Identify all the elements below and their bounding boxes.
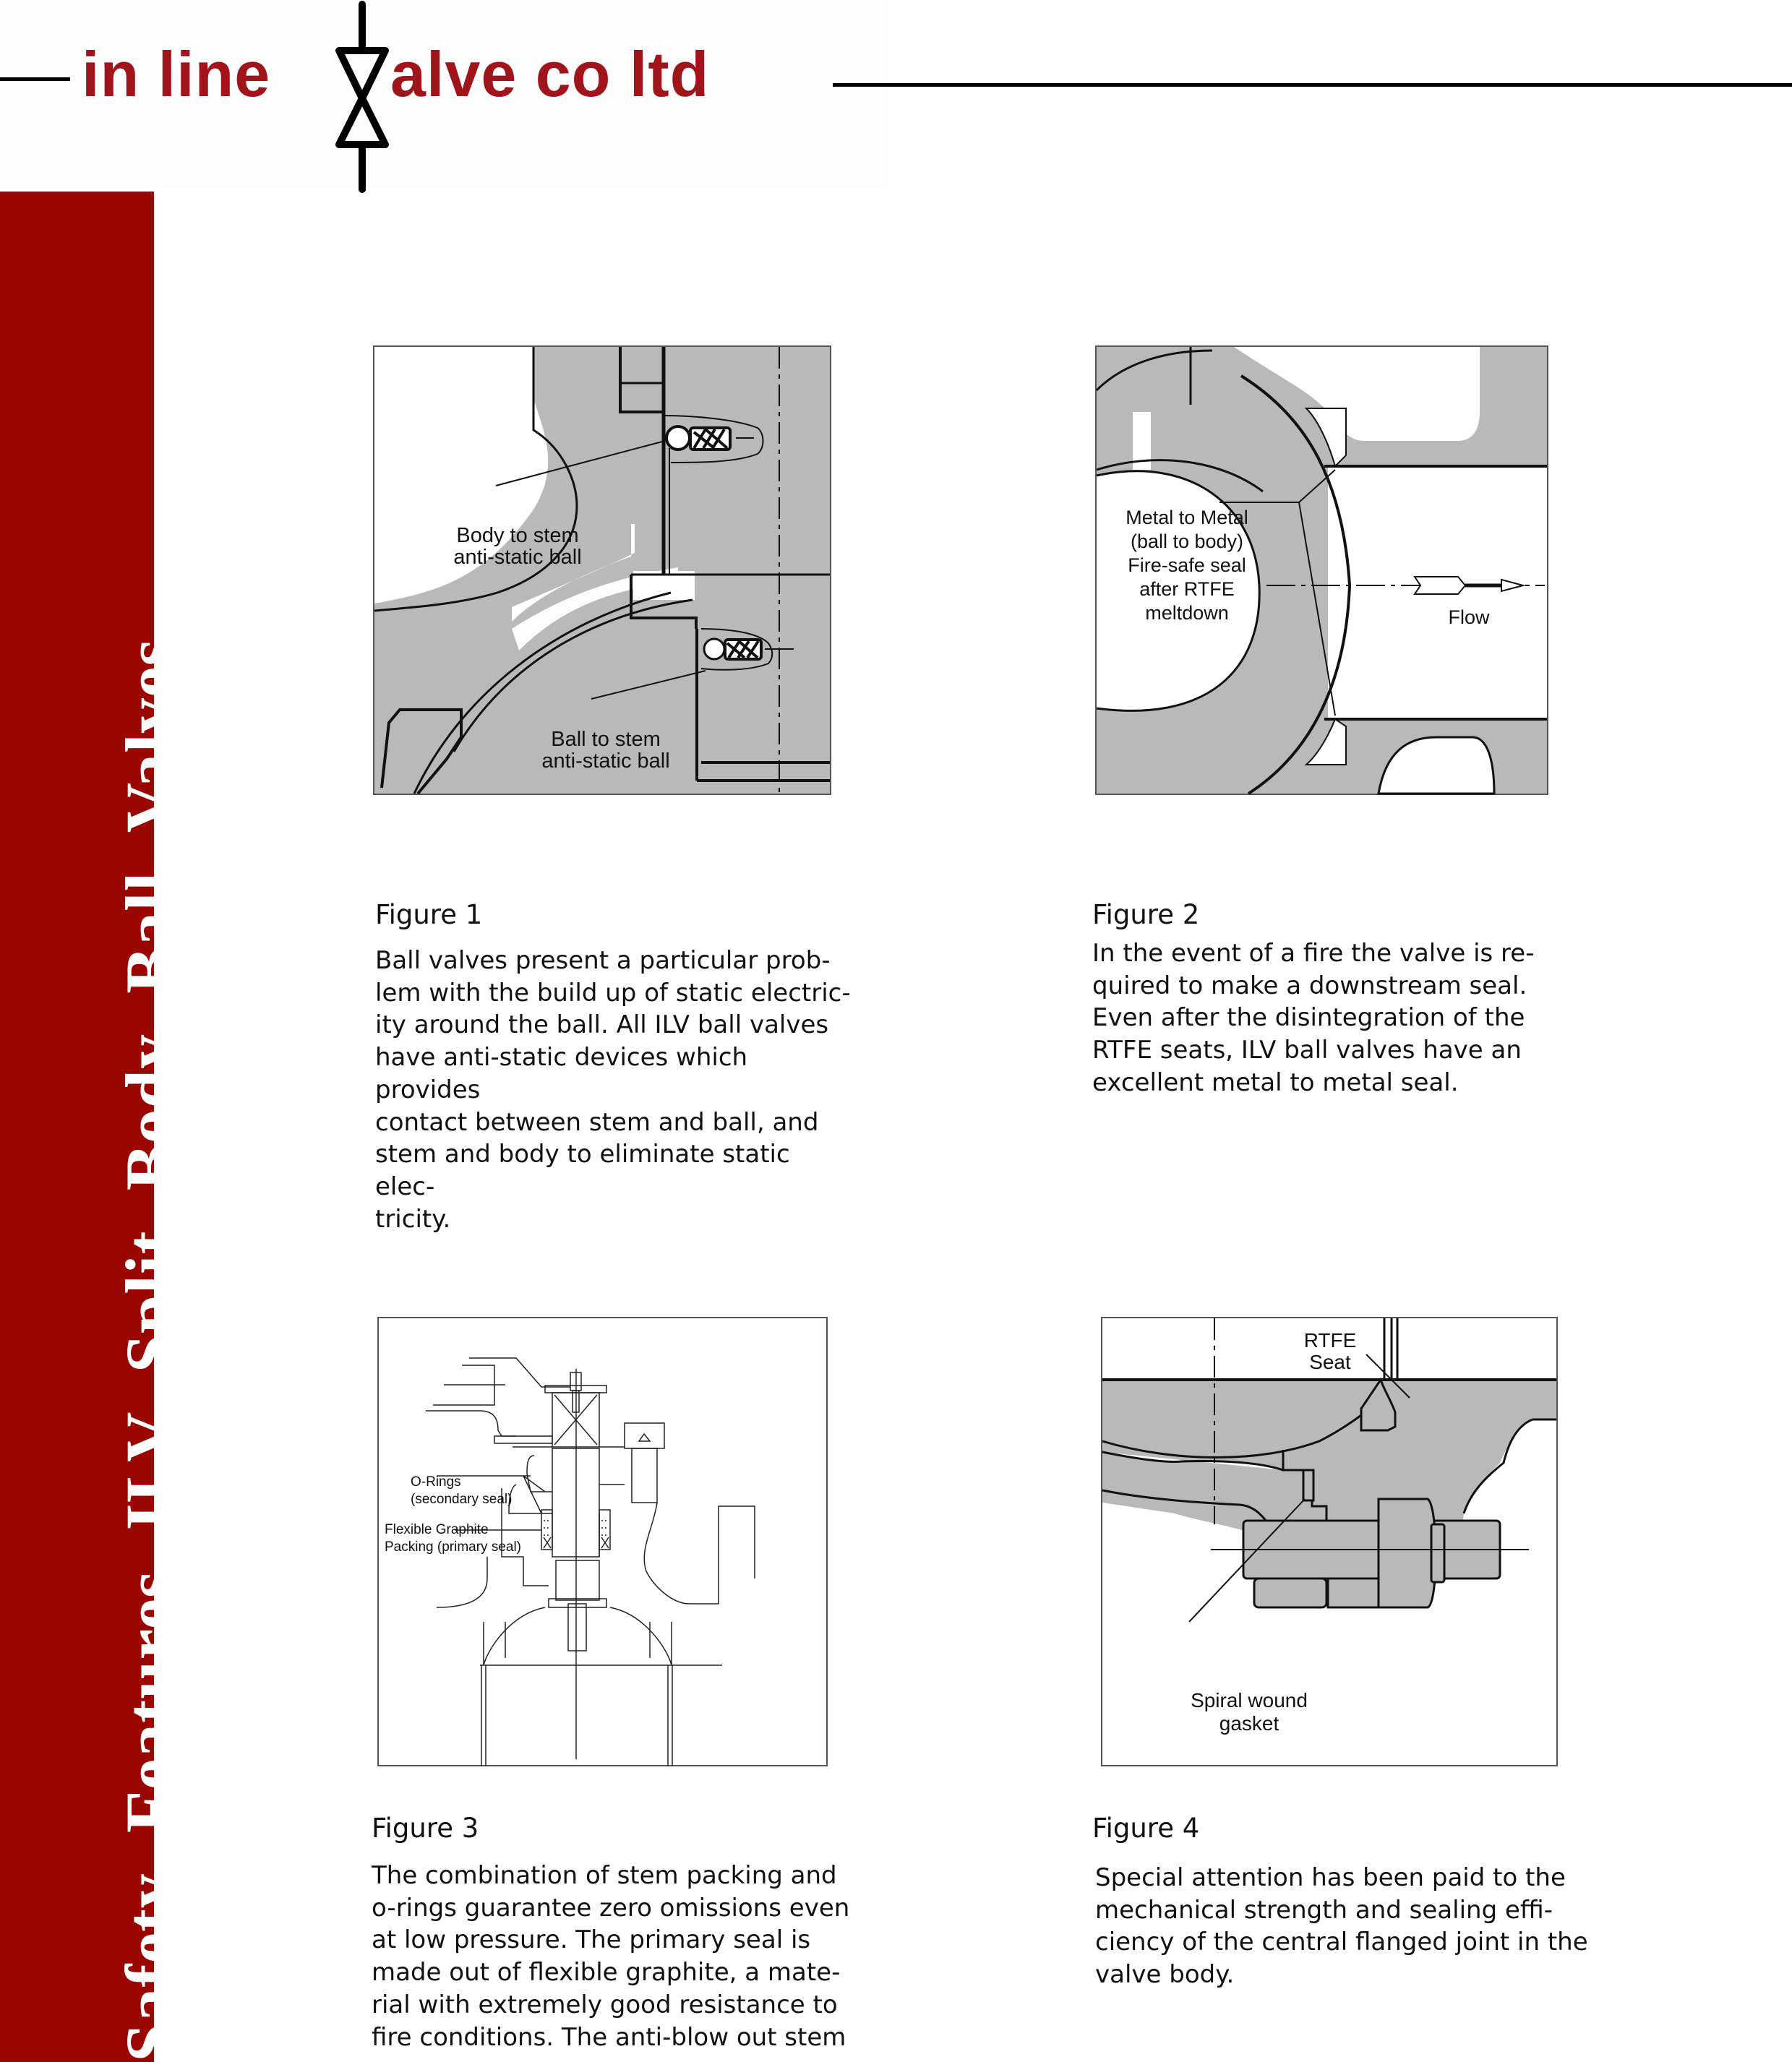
label-meltdown: meltdown <box>1145 602 1229 624</box>
label-fire-safe-seal: Fire-safe seal <box>1128 554 1246 576</box>
label-o-rings: O-Rings <box>411 1474 461 1490</box>
label-flexible-graphite: Flexible Graphite <box>385 1522 489 1537</box>
label-ball-to-body: (ball to body) <box>1130 530 1244 552</box>
logo-rule-left <box>0 77 70 81</box>
label-gasket: gasket <box>1219 1712 1279 1735</box>
label-ball-to-stem-anti-static: anti-static ball <box>541 749 670 773</box>
label-body-to-stem-anti-static: anti-static ball <box>453 546 582 569</box>
sidebar-title: Safety Features ILV Split Body Ball Valves <box>111 638 189 2062</box>
figure-4-title: Figure 4 <box>1092 1813 1200 1844</box>
sidebar-banner <box>0 192 189 2062</box>
figure-2-description: In the event of a fire the valve is re- quired to make a downstream seal. Even after the disintegration of the RTFE seats, ILV ball valves have an excellent metal to metal seal. <box>1092 939 1535 1097</box>
figure-1-diagram <box>373 345 831 795</box>
label-spiral-wound: Spiral wound <box>1191 1689 1308 1711</box>
figure-3-diagram <box>377 1317 828 1766</box>
label-seat: Seat <box>1309 1351 1351 1373</box>
figure-3-title: Figure 3 <box>372 1813 479 1844</box>
figure-1-title: Figure 1 <box>375 899 483 930</box>
label-secondary-seal: (secondary seal) <box>411 1492 513 1507</box>
label-rtfe: RTFE <box>1303 1329 1357 1352</box>
label-ball-to-stem: Ball to stem <box>551 728 661 751</box>
valve-symbol-icon <box>333 0 398 194</box>
figure-3-description: The combination of stem packing and o-rings guarantee zero omissions even at low pressure. The primary seal is made out of flexible graphite, a mate- rial with extremely good resistance to fire conditions. The anti-blow out stem <box>372 1861 850 2052</box>
figure-2-title: Figure 2 <box>1092 899 1200 930</box>
label-flow: Flow <box>1448 606 1490 628</box>
label-body-to-stem: Body to stem <box>456 524 579 547</box>
figure-2-diagram <box>1095 345 1548 795</box>
header-rule <box>833 83 1792 87</box>
figure-4-diagram <box>1101 1317 1558 1766</box>
logo-text-valve-co-ltd: alve co ltd <box>390 38 710 110</box>
company-logo <box>0 0 888 189</box>
figure-4-description: Special attention has been paid to the mechanical strength and sealing effi- ciency of the central flanged joint in the valve body. <box>1095 1863 1588 1990</box>
label-after-rtfe: after RTFE <box>1139 578 1235 600</box>
logo-text-in-line: in line <box>82 38 271 110</box>
label-metal-to-metal: Metal to Metal <box>1126 507 1248 528</box>
figure-1-description: Ball valves present a particular prob- lem with the build up of static electric- ity around the ball. All ILV ball valves have anti-static devices which provides contact between stem and ball, and stem and body to eliminate static elec- tricity. <box>375 946 851 1234</box>
label-primary-seal: Packing (primary seal) <box>385 1539 521 1555</box>
